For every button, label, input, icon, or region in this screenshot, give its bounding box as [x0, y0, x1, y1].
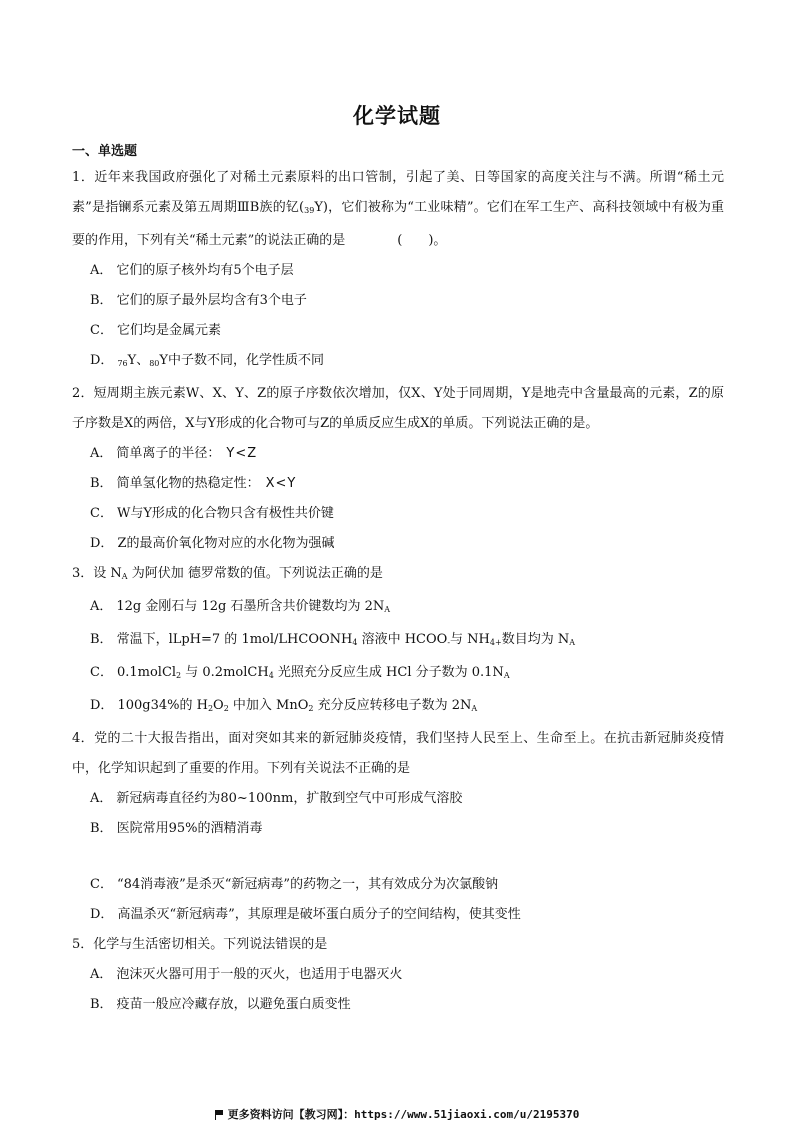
option-text: 与 0.2molCH	[181, 665, 269, 680]
question-5-option-b	[72, 990, 724, 1020]
option-label: D．	[90, 536, 114, 551]
option-subscript: A	[471, 704, 478, 713]
spacer	[72, 844, 724, 870]
question-1-option-b	[72, 286, 724, 316]
footer-text: 更多资料访问【教习网】：https://www.51jiaoxi.com/u/2195370	[227, 1108, 580, 1121]
question-3-option-a	[72, 592, 724, 625]
option-text: Y、	[127, 353, 150, 368]
option-text: 0.1molCl	[116, 665, 177, 680]
option-math: X<Y	[265, 476, 297, 491]
option-text: 新冠病毒直径约为80~100nm，扩散到空气中可形成气溶胶	[116, 791, 463, 806]
option-text: 溶液中 HCOO	[357, 632, 448, 647]
option-label: D．	[90, 698, 114, 713]
question-2-option-c	[72, 499, 724, 529]
option-label: A．	[90, 791, 113, 806]
question-3-subscript: A	[121, 572, 128, 581]
option-label: B．	[90, 821, 113, 836]
option-label: A．	[90, 263, 113, 278]
option-text: W与Y形成的化合物只含有极性共价键	[116, 506, 334, 521]
question-1-text: 1．近年来我国政府强化了对稀土元素原料的出口管制，引起了美、日等国家的高度关注与不满。所谓“稀土元素”是指镧系元素及第五周期ⅢB族的钇(	[72, 170, 724, 215]
option-subscript: 76	[117, 359, 128, 368]
question-3-text-tail: 为阿伏加 德罗常数的值。下列说法正确的是	[127, 566, 383, 581]
question-1-stem	[72, 163, 724, 256]
question-3-option-b	[72, 625, 724, 658]
option-label: B．	[90, 632, 113, 647]
option-text: 它们的原子核外均有5个电子层	[116, 263, 294, 278]
option-text: Y中子数不同，化学性质不同	[159, 353, 324, 368]
question-3-stem	[72, 559, 724, 592]
option-text: 12g 金刚石与 12g 石墨所含共价键数均为 2N	[116, 599, 385, 614]
option-text: 疫苗一般应冷藏存放，以避免蛋白质变性	[116, 997, 351, 1012]
question-5-stem: 5．化学与生活密切相关。下列说法错误的是	[72, 937, 328, 952]
option-label: D．	[90, 907, 114, 922]
question-1-text-tail: Y)，它们被称为“工业味精”。它们在军工生产、高科技领域中有极为重要的作用，下列有关“稀土元素”的说法正确的是 ( )。	[72, 200, 724, 248]
option-text: 与 NH	[450, 632, 490, 647]
option-label: B．	[90, 293, 113, 308]
question-1-subscript: 39	[304, 206, 315, 215]
option-text: 中加入 MnO	[228, 698, 309, 713]
option-text: 光照充分反应生成 HCl 分子数为 0.1N	[273, 665, 504, 680]
option-subscript: A	[569, 638, 575, 647]
option-subscript: A	[384, 605, 391, 614]
question-1-option-c	[72, 316, 724, 346]
option-text: 它们的原子最外层均含有3个电子	[116, 293, 307, 308]
question-1-option-a	[72, 256, 724, 286]
question-2-option-a	[72, 439, 724, 469]
option-text: 简单离子的半径：	[116, 446, 221, 461]
option-subscript: 2	[308, 704, 314, 713]
option-text: 充分反应转移电子数为 2N	[313, 698, 472, 713]
question-2-option-b	[72, 469, 724, 499]
option-subscript: 2	[207, 704, 214, 713]
option-label: D．	[90, 353, 114, 368]
option-text: 泡沫灭火器可用于一般的灭火，也适用于电器灭火	[116, 967, 403, 982]
option-label: A．	[90, 446, 113, 461]
option-text: 高温杀灭“新冠病毒”，其原理是破坏蛋白质分子的空间结构，使其变性	[117, 907, 521, 922]
option-text: 医院常用95%的酒精消毒	[116, 821, 263, 836]
option-subscript: -	[447, 638, 451, 647]
question-4-option-c	[72, 870, 724, 900]
page-title: 化学试题	[353, 104, 441, 128]
flag-icon	[215, 1110, 224, 1119]
option-text: “84消毒液”是杀灭“新冠病毒”的药物之一，其有效成分为次氯酸钠	[116, 877, 499, 892]
question-2-stem: 2．短周期主族元素W、X、Y、Z的原子序数依次增加，仅X、Y处于同周期，Y是地壳中含量最高的元素，Z的原子序数是X的两倍，X与Y形成的化合物可与Z的单质反应生成X的单质。下列说法正确的是。	[72, 386, 724, 431]
option-subscript: 4	[268, 671, 274, 680]
option-label: B．	[90, 476, 113, 491]
option-text: 它们均是金属元素	[116, 323, 221, 338]
option-label: B．	[90, 997, 113, 1012]
question-list	[72, 163, 724, 1020]
question-4-stem: 4．党的二十大报告指出，面对突如其来的新冠肺炎疫情，我们坚持人民至上、生命至上。在抗击新冠肺炎疫情中，化学知识起到了重要的作用。下列有关说法不正确的是	[72, 731, 724, 776]
question-3-text: 3．设 N	[72, 566, 122, 581]
option-text: 常温下，lLpH=7 的 1mol/LHCOONH	[116, 632, 353, 647]
option-math: Y<Z	[226, 446, 258, 461]
option-text: Z的最高价氧化物对应的水化物为强碱	[117, 536, 335, 551]
option-label: C．	[90, 323, 113, 338]
option-label: C．	[90, 877, 113, 892]
question-5-option-a	[72, 960, 724, 990]
option-text: 简单氢化物的热稳定性：	[116, 476, 260, 491]
question-1-option-d	[72, 346, 724, 379]
option-label: A．	[90, 967, 113, 982]
section-heading: 一、单选题	[72, 144, 138, 159]
question-3-option-c	[72, 658, 724, 691]
option-subscript: 4	[352, 638, 358, 647]
question-4-option-a	[72, 784, 724, 814]
question-4-option-d	[72, 900, 724, 930]
option-subscript: 4+	[489, 638, 502, 647]
option-text: 100g34%的 H	[117, 698, 208, 713]
question-2-option-d	[72, 529, 724, 559]
footer-link[interactable]	[0, 1106, 794, 1122]
option-subscript: 2	[223, 704, 229, 713]
option-text: O	[213, 698, 224, 713]
question-3-option-d	[72, 691, 724, 724]
question-4-option-b	[72, 814, 724, 844]
option-subscript: A	[503, 671, 510, 680]
option-text: 数目均为 N	[501, 632, 570, 647]
option-label: C．	[90, 506, 113, 521]
option-label: C．	[90, 665, 113, 680]
option-subscript: 80	[149, 359, 160, 368]
option-subscript: 2	[176, 671, 182, 680]
option-label: A．	[90, 599, 113, 614]
